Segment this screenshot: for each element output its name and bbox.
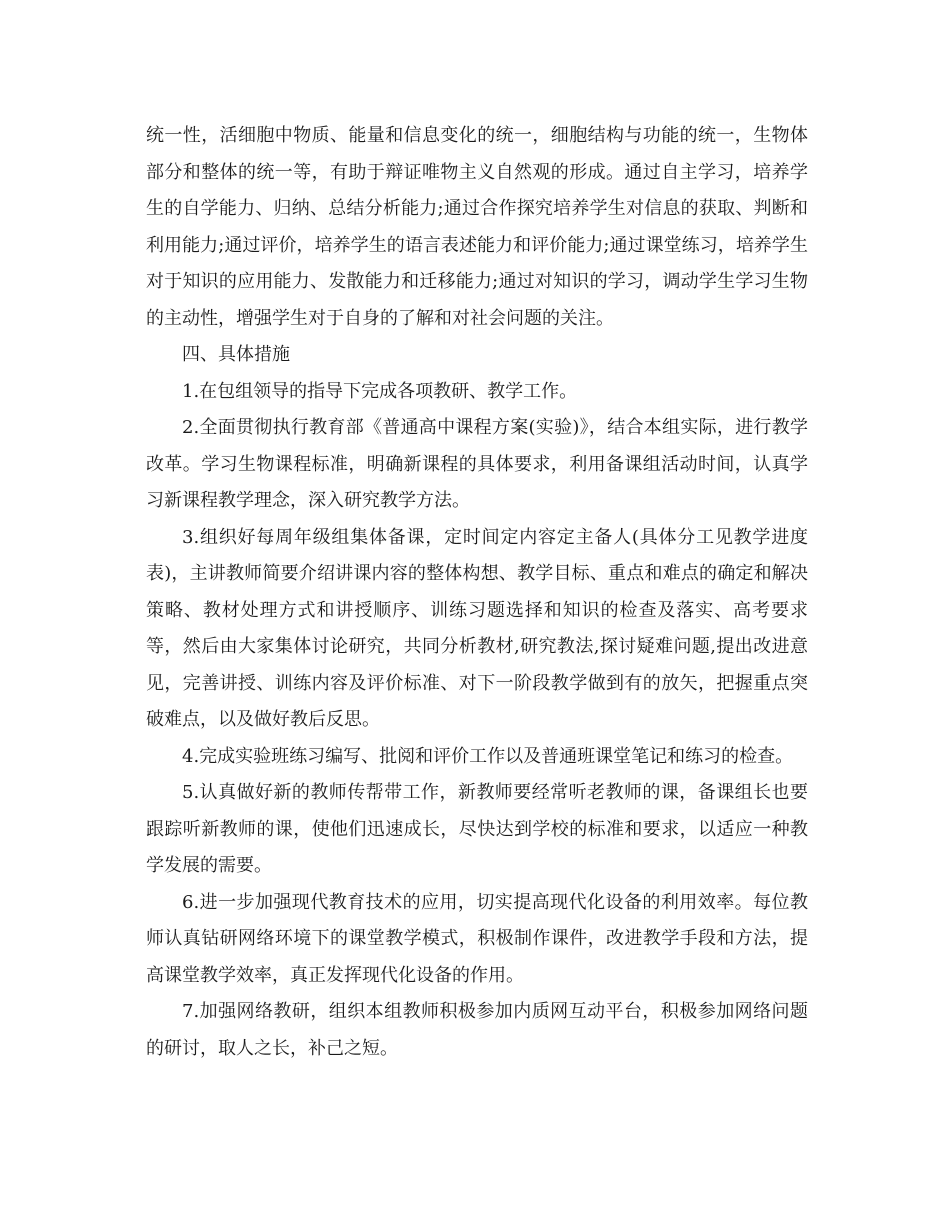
measure-item-5: 5.认真做好新的教师传帮带工作，新教师要经常听老教师的课，备课组长也要跟踪听新教师的课，使他们迅速成长，尽快达到学校的标准和要求，以适应一种教学发展的需要。 [146, 782, 808, 876]
document-body [146, 118, 808, 1067]
measure-item-7: 7.加强网络教研，组织本组教师积极参加内质网互动平台，积极参加网络问题的研讨，取人之长，补己之短。 [146, 1001, 808, 1059]
measure-item-6: 6.进一步加强现代教育技术的应用，切实提高现代化设备的利用效率。每位教师认真钻研网络环境下的课堂教学模式，积极制作课件，改进教学手段和方法，提高课堂教学效率，真正发挥现代化设备的作用。 [146, 891, 808, 986]
paragraph-continuation: 统一性，活细胞中物质、能量和信息变化的统一，细胞结构与功能的统一，生物体部分和整体的统一等，有助于辩证唯物主义自然观的形成。通过自主学习，培养学生的自学能力、归纳、总结分析能力;通过合作探究培养学生对信息的获取、判断和利用能力;通过评价，培养学生的语言表述能力和评价能力;通过课堂练习，培养学生对于知识的应用能力、发散能力和迁移能力;通过对知识的学习，调动学生学习生物的主动性，增强学生对于自身的了解和对社会问题的关注。 [146, 125, 808, 329]
measure-item-3: 3.组织好每周年级组集体备课，定时间定内容定主备人(具体分工见教学进度表)，主讲教师简要介绍讲课内容的整体构想、教学目标、重点和难点的确定和解决策略、教材处理方式和讲授顺序、训练习题选择和知识的检查及落实、高考要求等，然后由大家集体讨论研究，共同分析教材,研究教法,探讨疑难问题,提出改进意见，完善讲授、训练内容及评价标准、对下一阶段教学做到有的放矢，把握重点突破难点，以及做好教后反思。 [146, 526, 808, 730]
measure-item-4: 4.完成实验班练习编写、批阅和评价工作以及普通班课堂笔记和练习的检查。 [182, 745, 794, 767]
measure-item-2: 2.全面贯彻执行教育部《普通高中课程方案(实验)》，结合本组实际，进行教学改革。学习生物课程标准，明确新课程的具体要求，利用备课组活动时间，认真学习新课程教学理念，深入研究教学方法。 [146, 417, 808, 511]
section-heading: 四、具体措施 [182, 344, 290, 365]
measure-item-1: 1.在包组领导的指导下完成各项教研、教学工作。 [182, 380, 578, 402]
